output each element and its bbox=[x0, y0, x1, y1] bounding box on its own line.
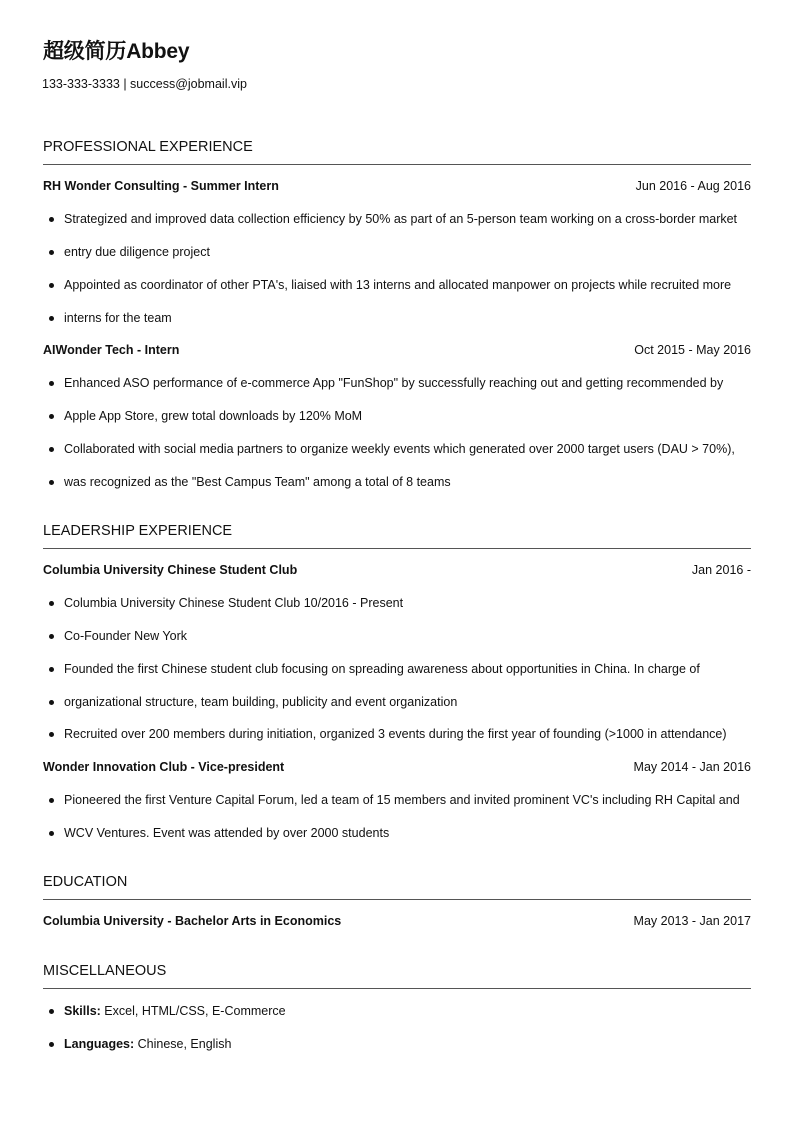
entry-date: May 2014 - Jan 2016 bbox=[633, 760, 751, 774]
skills-value: Excel, HTML/CSS, E-Commerce bbox=[100, 1004, 286, 1018]
list-item-text: Enhanced ASO performance of e-commerce App "FunShop" by successfully reaching out and getting recommended by bbox=[64, 376, 724, 390]
entry-date: Jun 2016 - Aug 2016 bbox=[635, 179, 751, 193]
bullet-icon bbox=[49, 1042, 54, 1047]
bullet-icon bbox=[49, 283, 54, 288]
bullet-icon bbox=[49, 480, 54, 485]
entry-title: RH Wonder Consulting - Summer Intern bbox=[43, 179, 279, 193]
section-title-education: EDUCATION bbox=[43, 874, 128, 890]
bullet-icon bbox=[49, 381, 54, 386]
bullet-icon bbox=[49, 217, 54, 222]
list-item-text bbox=[64, 1003, 286, 1019]
list-item-text: Pioneered the first Venture Capital Forum, led a team of 15 members and invited prominent VC's including RH Capital and bbox=[64, 793, 740, 807]
list-item-text: Founded the first Chinese student club focusing on spreading awareness about opportunities in China. In charge of bbox=[64, 662, 700, 676]
bullet-icon bbox=[49, 831, 54, 836]
languages-label: Languages: bbox=[64, 1037, 135, 1051]
section-divider bbox=[43, 899, 751, 900]
section-divider bbox=[43, 164, 751, 165]
list-item-text: Recruited over 200 members during initiation, organized 3 events during the first year of founding (>1000 in attendance) bbox=[64, 727, 727, 741]
skills-label: Skills: bbox=[64, 1004, 101, 1018]
section-title-professional: PROFESSIONAL EXPERIENCE bbox=[43, 139, 253, 155]
entry-title: Columbia University - Bachelor Arts in Economics bbox=[43, 914, 342, 928]
list-item-text: Appointed as coordinator of other PTA's, liaised with 13 interns and allocated manpower on projects while recruited more bbox=[64, 278, 732, 292]
list-item-text: Collaborated with social media partners to organize weekly events which generated over 2000 target users (DAU > 70%), bbox=[64, 442, 735, 456]
list-item-text bbox=[64, 1036, 231, 1052]
list-item-text: entry due diligence project bbox=[64, 245, 210, 259]
list-item-text: was recognized as the "Best Campus Team" among a total of 8 teams bbox=[64, 475, 451, 489]
bullet-icon bbox=[49, 732, 54, 737]
section-title-miscellaneous: MISCELLANEOUS bbox=[43, 963, 167, 979]
entry-date: May 2013 - Jan 2017 bbox=[633, 914, 751, 928]
bullet-icon bbox=[49, 316, 54, 321]
list-item-text: Strategized and improved data collection efficiency by 50% as part of an 5-person team working on a cross-border market bbox=[64, 212, 738, 226]
bullet-icon bbox=[49, 634, 54, 639]
languages-value: Chinese, English bbox=[134, 1037, 232, 1051]
bullet-icon bbox=[49, 700, 54, 705]
list-item-text: Apple App Store, grew total downloads by 120% MoM bbox=[64, 409, 363, 423]
contact-info: 133-333-3333 | success@jobmail.vip bbox=[42, 77, 247, 91]
section-divider bbox=[43, 548, 751, 549]
bullet-icon bbox=[49, 447, 54, 452]
entry-title: Wonder Innovation Club - Vice-president bbox=[43, 760, 285, 774]
section-divider bbox=[43, 988, 751, 989]
section-title-leadership: LEADERSHIP EXPERIENCE bbox=[43, 523, 233, 539]
list-item-text: Co-Founder New York bbox=[64, 629, 187, 643]
bullet-icon bbox=[49, 414, 54, 419]
entry-title: AIWonder Tech - Intern bbox=[43, 343, 180, 357]
list-item-text: Columbia University Chinese Student Club 10/2016 - Present bbox=[64, 596, 404, 610]
bullet-icon bbox=[49, 667, 54, 672]
list-item-text: interns for the team bbox=[64, 311, 172, 325]
entry-title: Columbia University Chinese Student Club bbox=[43, 563, 298, 577]
bullet-icon bbox=[49, 798, 54, 803]
candidate-name: 超级简历Abbey bbox=[43, 40, 190, 63]
list-item-text: organizational structure, team building, publicity and event organization bbox=[64, 695, 458, 709]
bullet-icon bbox=[49, 1009, 54, 1014]
list-item-text: WCV Ventures. Event was attended by over 2000 students bbox=[64, 826, 390, 840]
entry-date: Jan 2016 - bbox=[691, 563, 751, 577]
bullet-icon bbox=[49, 601, 54, 606]
bullet-icon bbox=[49, 250, 54, 255]
entry-date: Oct 2015 - May 2016 bbox=[634, 343, 751, 357]
